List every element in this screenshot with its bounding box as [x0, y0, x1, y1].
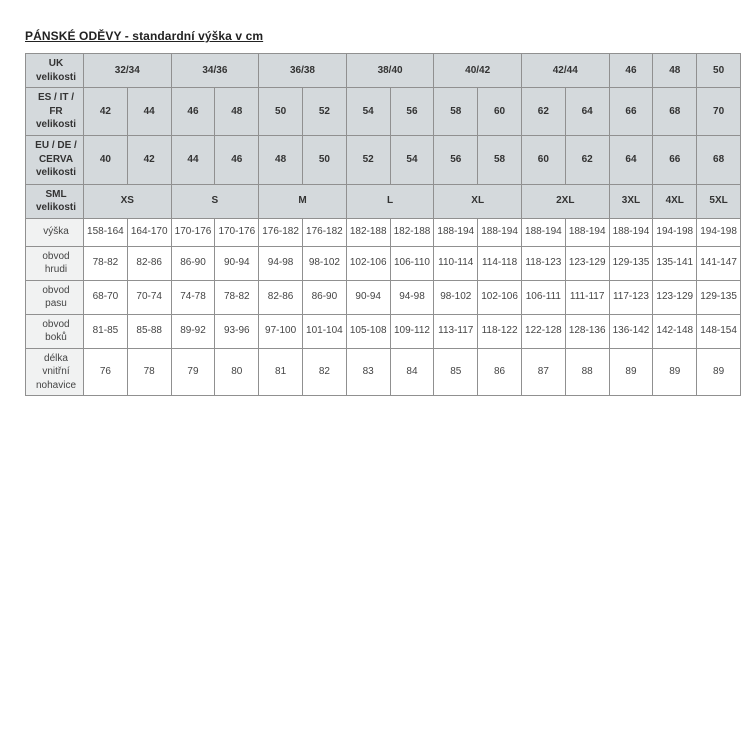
header-size-cell: 64 — [609, 135, 653, 184]
measurement-value-cell: 148-154 — [697, 314, 741, 348]
header-size-cell: 40/42 — [434, 54, 522, 88]
measurement-value-cell: 84 — [390, 348, 434, 396]
measurement-value-cell: 98-102 — [434, 280, 478, 314]
measurement-row-label: délka vnitřní nohavice — [26, 348, 84, 396]
measurement-value-cell: 117-123 — [609, 280, 653, 314]
measurement-value-cell: 68-70 — [84, 280, 128, 314]
header-size-cell: 54 — [390, 135, 434, 184]
measurement-value-cell: 80 — [215, 348, 259, 396]
measurement-value-cell: 98-102 — [302, 246, 346, 280]
measurement-value-cell: 118-122 — [478, 314, 522, 348]
table-row — [26, 246, 741, 280]
measurement-value-cell: 78-82 — [215, 280, 259, 314]
header-size-cell: 60 — [521, 135, 565, 184]
size-table-body — [26, 54, 741, 396]
header-size-cell: 44 — [127, 88, 171, 136]
measurement-value-cell: 170-176 — [215, 218, 259, 246]
header-size-cell: 66 — [609, 88, 653, 136]
measurement-value-cell: 93-96 — [215, 314, 259, 348]
measurement-value-cell: 78-82 — [84, 246, 128, 280]
measurement-value-cell: 86-90 — [171, 246, 215, 280]
measurement-value-cell: 70-74 — [127, 280, 171, 314]
header-size-cell: 46 — [609, 54, 653, 88]
header-size-cell: XL — [434, 184, 522, 218]
header-size-cell: 48 — [215, 88, 259, 136]
header-size-cell: M — [259, 184, 347, 218]
header-size-cell: 62 — [565, 135, 609, 184]
measurement-value-cell: 82 — [302, 348, 346, 396]
measurement-value-cell: 118-123 — [521, 246, 565, 280]
header-size-cell: 54 — [346, 88, 390, 136]
measurement-value-cell: 82-86 — [127, 246, 171, 280]
measurement-value-cell: 176-182 — [259, 218, 303, 246]
header-size-cell: 58 — [434, 88, 478, 136]
measurement-value-cell: 188-194 — [434, 218, 478, 246]
header-size-cell: 56 — [390, 88, 434, 136]
header-size-cell: 68 — [697, 135, 741, 184]
header-size-cell: 64 — [565, 88, 609, 136]
table-row — [26, 280, 741, 314]
measurement-value-cell: 82-86 — [259, 280, 303, 314]
measurement-value-cell: 74-78 — [171, 280, 215, 314]
measurement-value-cell: 164-170 — [127, 218, 171, 246]
measurement-value-cell: 114-118 — [478, 246, 522, 280]
table-row — [26, 314, 741, 348]
header-size-cell: 58 — [478, 135, 522, 184]
header-size-cell: 70 — [697, 88, 741, 136]
measurement-value-cell: 97-100 — [259, 314, 303, 348]
measurement-value-cell: 176-182 — [302, 218, 346, 246]
measurement-value-cell: 111-117 — [565, 280, 609, 314]
table-row — [26, 218, 741, 246]
header-size-cell: 50 — [259, 88, 303, 136]
header-size-cell: 5XL — [697, 184, 741, 218]
measurement-value-cell: 123-129 — [565, 246, 609, 280]
header-size-cell: 48 — [653, 54, 697, 88]
measurement-value-cell: 79 — [171, 348, 215, 396]
measurement-row-label: výška — [26, 218, 84, 246]
header-row-label: EU / DE / CERVA velikosti — [26, 135, 84, 184]
header-size-cell: L — [346, 184, 434, 218]
measurement-value-cell: 129-135 — [609, 246, 653, 280]
measurement-value-cell: 85-88 — [127, 314, 171, 348]
header-size-cell: 48 — [259, 135, 303, 184]
measurement-value-cell: 128-136 — [565, 314, 609, 348]
header-size-cell: 42/44 — [521, 54, 609, 88]
header-row-label: SML velikosti — [26, 184, 84, 218]
header-size-cell: 2XL — [521, 184, 609, 218]
measurement-value-cell: 135-141 — [653, 246, 697, 280]
measurement-value-cell: 136-142 — [609, 314, 653, 348]
measurement-value-cell: 89 — [697, 348, 741, 396]
measurement-value-cell: 94-98 — [390, 280, 434, 314]
header-size-cell: 66 — [653, 135, 697, 184]
measurement-value-cell: 142-148 — [653, 314, 697, 348]
measurement-value-cell: 110-114 — [434, 246, 478, 280]
header-size-cell: 52 — [302, 88, 346, 136]
header-size-cell: 50 — [697, 54, 741, 88]
measurement-value-cell: 89-92 — [171, 314, 215, 348]
header-size-cell: 36/38 — [259, 54, 347, 88]
measurement-value-cell: 188-194 — [478, 218, 522, 246]
measurement-row-label: obvod hrudi — [26, 246, 84, 280]
measurement-value-cell: 170-176 — [171, 218, 215, 246]
measurement-value-cell: 194-198 — [697, 218, 741, 246]
header-size-cell: XS — [84, 184, 172, 218]
table-row — [26, 348, 741, 396]
measurement-value-cell: 122-128 — [521, 314, 565, 348]
measurement-value-cell: 102-106 — [478, 280, 522, 314]
measurement-value-cell: 188-194 — [609, 218, 653, 246]
measurement-value-cell: 85 — [434, 348, 478, 396]
measurement-value-cell: 83 — [346, 348, 390, 396]
measurement-value-cell: 89 — [609, 348, 653, 396]
header-size-cell: 52 — [346, 135, 390, 184]
header-size-cell: 68 — [653, 88, 697, 136]
header-size-cell: 46 — [171, 88, 215, 136]
measurement-value-cell: 123-129 — [653, 280, 697, 314]
measurement-value-cell: 101-104 — [302, 314, 346, 348]
header-size-cell: 40 — [84, 135, 128, 184]
measurement-value-cell: 158-164 — [84, 218, 128, 246]
header-size-cell: 50 — [302, 135, 346, 184]
measurement-value-cell: 86 — [478, 348, 522, 396]
measurement-row-label: obvod pasu — [26, 280, 84, 314]
measurement-value-cell: 90-94 — [346, 280, 390, 314]
measurement-value-cell: 188-194 — [565, 218, 609, 246]
header-size-cell: 62 — [521, 88, 565, 136]
header-size-cell: 34/36 — [171, 54, 259, 88]
measurement-value-cell: 106-111 — [521, 280, 565, 314]
measurement-value-cell: 81 — [259, 348, 303, 396]
measurement-value-cell: 102-106 — [346, 246, 390, 280]
measurement-value-cell: 78 — [127, 348, 171, 396]
measurement-value-cell: 88 — [565, 348, 609, 396]
measurement-value-cell: 109-112 — [390, 314, 434, 348]
header-size-cell: 56 — [434, 135, 478, 184]
measurement-value-cell: 76 — [84, 348, 128, 396]
measurement-value-cell: 182-188 — [390, 218, 434, 246]
size-table — [25, 53, 741, 396]
header-size-cell: 44 — [171, 135, 215, 184]
header-row-2 — [26, 135, 741, 184]
measurement-value-cell: 105-108 — [346, 314, 390, 348]
measurement-value-cell: 113-117 — [434, 314, 478, 348]
header-row-label: ES / IT / FR velikosti — [26, 88, 84, 136]
measurement-value-cell: 188-194 — [521, 218, 565, 246]
header-size-cell: S — [171, 184, 259, 218]
measurement-value-cell: 106-110 — [390, 246, 434, 280]
measurement-value-cell: 182-188 — [346, 218, 390, 246]
measurement-value-cell: 141-147 — [697, 246, 741, 280]
measurement-row-label: obvod boků — [26, 314, 84, 348]
header-size-cell: 3XL — [609, 184, 653, 218]
header-size-cell: 60 — [478, 88, 522, 136]
header-size-cell: 32/34 — [84, 54, 172, 88]
header-row-label: UK velikosti — [26, 54, 84, 88]
measurement-value-cell: 129-135 — [697, 280, 741, 314]
header-row-0 — [26, 54, 741, 88]
header-size-cell: 46 — [215, 135, 259, 184]
measurement-value-cell: 87 — [521, 348, 565, 396]
header-size-cell: 42 — [84, 88, 128, 136]
measurement-value-cell: 81-85 — [84, 314, 128, 348]
header-size-cell: 4XL — [653, 184, 697, 218]
header-size-cell: 38/40 — [346, 54, 434, 88]
page-title: PÁNSKÉ ODĚVY - standardní výška v cm — [25, 29, 264, 43]
measurement-value-cell: 86-90 — [302, 280, 346, 314]
measurement-value-cell: 90-94 — [215, 246, 259, 280]
header-row-1 — [26, 88, 741, 136]
header-row-3 — [26, 184, 741, 218]
header-size-cell: 42 — [127, 135, 171, 184]
measurement-value-cell: 194-198 — [653, 218, 697, 246]
measurement-value-cell: 89 — [653, 348, 697, 396]
measurement-value-cell: 94-98 — [259, 246, 303, 280]
